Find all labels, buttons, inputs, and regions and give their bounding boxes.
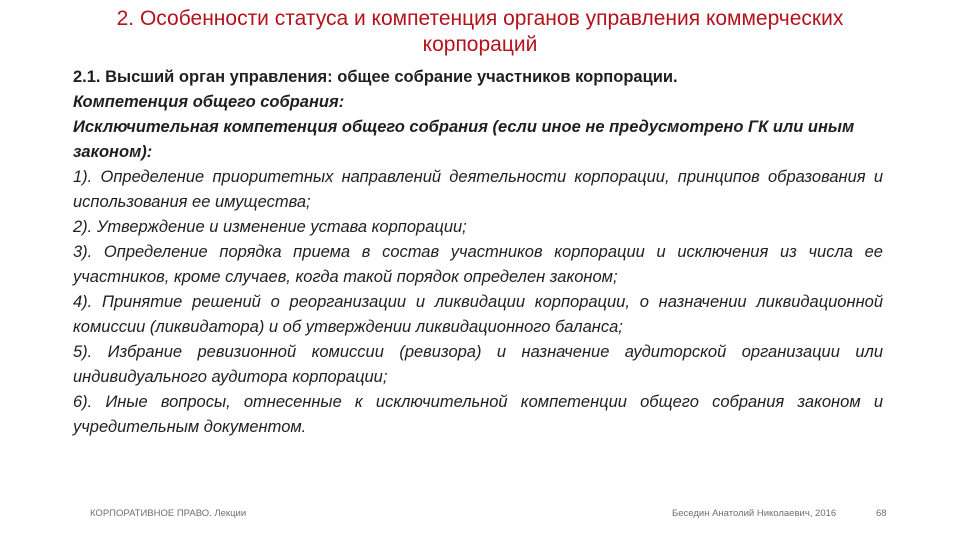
exclusive-competence-heading: Исключительная компетенция общего собрания (если иное не предусмотрено ГК или иным законом):	[73, 118, 855, 161]
list-item: 3). Определение порядка приема в состав участников корпорации и исключения из числа ее участников, кроме случаев, когда такой порядок определен законом;	[73, 243, 883, 286]
section-heading: 2.1. Высший орган управления: общее собрание участников корпорации.	[73, 68, 678, 86]
list-item: 2). Утверждение и изменение устава корпорации;	[73, 218, 467, 236]
list-item: 6). Иные вопросы, отнесенные к исключительной компетенции общего собрания законом и учредительным документом.	[73, 393, 883, 436]
footer-course: КОРПОРАТИВНОЕ ПРАВО. Лекции	[90, 508, 247, 519]
page-number: 68	[876, 508, 887, 519]
competence-heading: Компетенция общего собрания:	[73, 93, 345, 111]
list-item: 5). Избрание ревизионной комиссии (ревизора) и назначение аудиторской организации или индивидуального аудитора корпорации;	[73, 343, 883, 386]
list-item: 1). Определение приоритетных направлений деятельности корпорации, принципов образования и использования ее имущества;	[73, 168, 883, 211]
slide-title: 2. Особенности статуса и компетенция органов управления коммерческих корпораций	[116, 7, 844, 56]
slide-content	[73, 65, 883, 440]
footer-author: Беседин Анатолий Николаевич, 2016	[672, 508, 837, 519]
list-item: 4). Принятие решений о реорганизации и ликвидации корпорации, о назначении ликвидационной комиссии (ликвидатора) и об утверждении ликвидационного баланса;	[73, 293, 883, 336]
